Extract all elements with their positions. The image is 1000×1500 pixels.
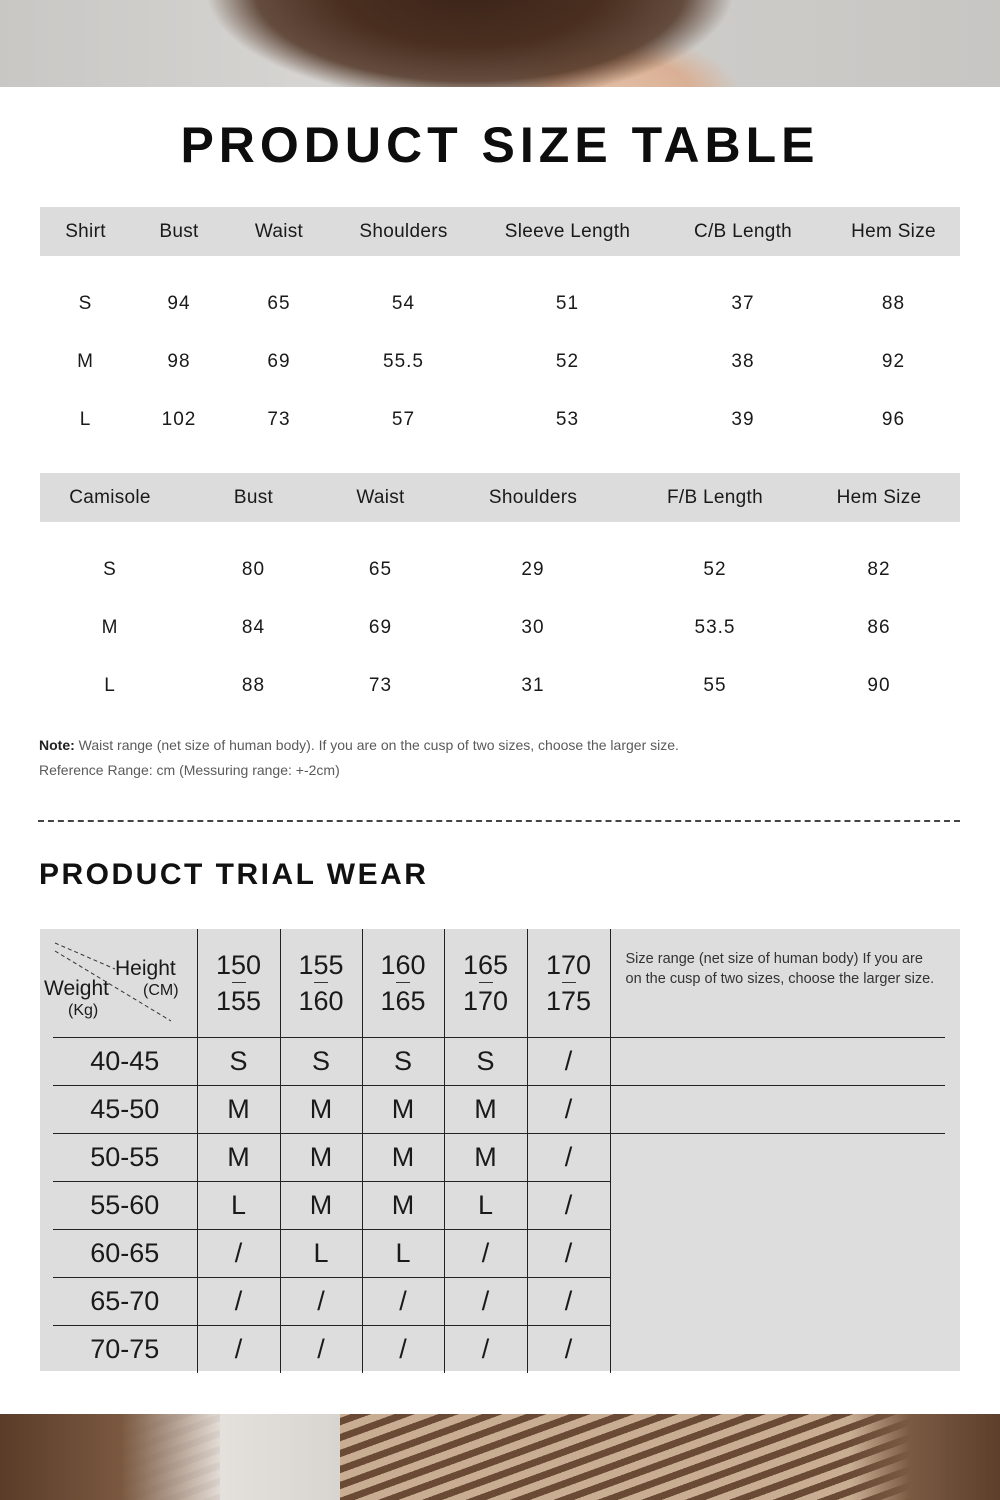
size-cell: M <box>444 1134 527 1182</box>
size-cell: / <box>197 1278 280 1326</box>
value-cell: 29 <box>521 559 545 580</box>
height-from: 170 <box>545 949 592 980</box>
height-to: 170 <box>462 986 509 1017</box>
value-cell: 54 <box>391 293 416 314</box>
range-dash <box>479 982 493 984</box>
height-from: 165 <box>462 949 509 980</box>
value-cell: 65 <box>368 559 393 580</box>
size-cell: / <box>444 1278 527 1326</box>
camisole-header-cell: Hem Size <box>798 473 960 522</box>
range-dash <box>562 982 576 984</box>
trial-row <box>53 1278 945 1326</box>
size-cell: S <box>78 293 93 314</box>
shirt-size-table <box>40 207 960 449</box>
weight-range: 60-65 <box>53 1230 197 1278</box>
empty-cell <box>610 1038 945 1086</box>
size-cell: M <box>197 1134 280 1182</box>
size-cell: M <box>444 1086 527 1134</box>
size-cell: / <box>280 1326 362 1374</box>
size-cell: / <box>362 1278 444 1326</box>
value-cell: 98 <box>167 351 191 372</box>
shirt-header-cell: Waist <box>227 207 331 256</box>
top-photo-strip <box>0 0 1000 87</box>
height-label: Height <box>115 957 176 980</box>
corner-cell <box>44 929 197 1038</box>
trial-row <box>53 1086 945 1134</box>
size-cell: M <box>280 1086 362 1134</box>
size-cell: / <box>527 1278 610 1326</box>
camisole-row <box>40 657 960 715</box>
size-cell: M <box>77 351 94 372</box>
camisole-header-row <box>40 473 960 522</box>
camisole-row <box>40 541 960 599</box>
dashed-divider <box>38 820 960 822</box>
value-cell: 38 <box>731 351 755 372</box>
value-cell: 52 <box>555 351 580 372</box>
value-cell: 39 <box>731 409 755 430</box>
size-cell: M <box>362 1182 444 1230</box>
height-to: 160 <box>298 986 344 1017</box>
size-cell: / <box>527 1230 610 1278</box>
page-title: PRODUCT SIZE TABLE <box>180 117 820 173</box>
value-cell: 82 <box>867 559 891 580</box>
value-cell: 65 <box>267 293 291 314</box>
camisole-header-cell: Waist <box>327 473 434 522</box>
camisole-size-table <box>40 473 960 715</box>
empty-cell <box>610 1086 945 1134</box>
size-cell: L <box>362 1230 444 1278</box>
value-cell: 55 <box>703 675 727 696</box>
shirt-header-cell: Shoulders <box>331 207 476 256</box>
camisole-header-cell: Shoulders <box>434 473 632 522</box>
size-cell: / <box>197 1326 280 1374</box>
weight-label: Weight <box>44 977 109 1000</box>
height-range-header <box>362 929 444 1038</box>
trial-row <box>53 1230 945 1278</box>
value-cell: 53.5 <box>694 617 736 638</box>
size-cell: / <box>527 1134 610 1182</box>
value-cell: 92 <box>881 351 906 372</box>
weight-unit: (Kg) <box>68 1002 99 1019</box>
weight-range: 55-60 <box>53 1182 197 1230</box>
height-range-header <box>444 929 527 1038</box>
weight-range: 45-50 <box>53 1086 197 1134</box>
value-cell: 37 <box>731 293 755 314</box>
size-cell: / <box>527 1086 610 1134</box>
weight-range: 50-55 <box>53 1134 197 1182</box>
empty-cell <box>610 1182 945 1230</box>
size-cell: S <box>444 1038 527 1086</box>
height-from: 150 <box>215 949 262 980</box>
shirt-header-cell: C/B Length <box>659 207 827 256</box>
value-cell: 94 <box>167 293 191 314</box>
value-cell: 57 <box>391 409 416 430</box>
shirt-header-cell: Shirt <box>40 207 131 256</box>
value-cell: 53 <box>555 409 580 430</box>
value-cell: 51 <box>555 293 580 314</box>
shirt-header-row <box>40 207 960 256</box>
trial-row <box>53 1182 945 1230</box>
value-cell: 96 <box>881 409 906 430</box>
value-cell: 55.5 <box>383 351 424 372</box>
size-cell: / <box>197 1230 280 1278</box>
shirt-row <box>40 333 960 391</box>
value-cell: 73 <box>267 409 291 430</box>
size-cell: / <box>280 1278 362 1326</box>
height-unit: (CM) <box>143 982 179 999</box>
height-range-header <box>280 929 362 1038</box>
shirt-header-cell: Hem Size <box>827 207 960 256</box>
note-text: Waist range (net size of human body). If you are on the cusp of two sizes, choose the larger size. <box>74 737 679 753</box>
value-cell: 69 <box>267 351 291 372</box>
weight-range: 40-45 <box>53 1038 197 1086</box>
value-cell: 69 <box>368 617 393 638</box>
camisole-header-cell: Camisole <box>40 473 180 522</box>
trial-side-note: Size range (net size of human body) If you are on the cusp of two sizes, choose the larger size. <box>625 951 935 987</box>
size-cell: / <box>527 1326 610 1374</box>
value-cell: 88 <box>241 675 266 696</box>
range-dash <box>396 982 410 984</box>
value-cell: 90 <box>867 675 891 696</box>
shirt-row <box>40 275 960 333</box>
empty-cell <box>610 1134 945 1182</box>
value-cell: 80 <box>241 559 266 580</box>
height-from: 155 <box>298 949 344 980</box>
trial-row <box>53 1134 945 1182</box>
size-cell: / <box>444 1230 527 1278</box>
camisole-header-cell: Bust <box>180 473 327 522</box>
trial-wear-title: PRODUCT TRIAL WEAR <box>39 858 429 891</box>
bottom-photo-strip <box>0 1414 1000 1500</box>
height-range-header <box>197 929 280 1038</box>
size-cell: L <box>79 409 92 430</box>
shirt-header-cell: Bust <box>131 207 227 256</box>
height-to: 155 <box>215 986 262 1017</box>
size-cell: S <box>103 559 117 580</box>
camisole-header-cell: F/B Length <box>632 473 798 522</box>
height-to: 165 <box>380 986 426 1017</box>
height-from: 160 <box>380 949 426 980</box>
value-cell: 30 <box>521 617 545 638</box>
value-cell: 102 <box>161 409 197 430</box>
size-cell: S <box>280 1038 362 1086</box>
trial-row <box>53 1038 945 1086</box>
size-cell: M <box>362 1134 444 1182</box>
size-cell: M <box>280 1182 362 1230</box>
note-label: Note: <box>39 737 75 753</box>
value-cell: 31 <box>521 675 545 696</box>
value-cell: 52 <box>703 559 727 580</box>
empty-cell <box>610 1278 945 1326</box>
reference-range: Reference Range: cm (Messuring range: +-2cm) <box>39 762 340 778</box>
empty-cell <box>610 1230 945 1278</box>
trial-wear-table <box>44 929 945 1373</box>
size-cell: L <box>104 675 116 696</box>
size-cell: S <box>197 1038 280 1086</box>
height-range-header <box>527 929 610 1038</box>
shirt-row <box>40 391 960 449</box>
trial-row <box>53 1326 945 1374</box>
value-cell: 84 <box>241 617 266 638</box>
size-cell: S <box>362 1038 444 1086</box>
shirt-header-cell: Sleeve Length <box>476 207 659 256</box>
size-cell: L <box>197 1182 280 1230</box>
empty-cell <box>610 1326 945 1374</box>
camisole-row <box>40 599 960 657</box>
size-cell: M <box>101 617 119 638</box>
size-cell: / <box>527 1182 610 1230</box>
height-to: 175 <box>545 986 592 1017</box>
size-cell: L <box>280 1230 362 1278</box>
size-note <box>39 737 679 753</box>
weight-range: 65-70 <box>53 1278 197 1326</box>
value-cell: 88 <box>881 293 906 314</box>
size-cell: M <box>197 1086 280 1134</box>
size-cell: / <box>527 1038 610 1086</box>
size-cell: M <box>280 1134 362 1182</box>
size-cell: / <box>362 1326 444 1374</box>
range-dash <box>314 982 328 984</box>
value-cell: 73 <box>368 675 393 696</box>
size-cell: M <box>362 1086 444 1134</box>
trial-header-row <box>53 929 945 1038</box>
value-cell: 86 <box>867 617 891 638</box>
size-cell: / <box>444 1326 527 1374</box>
range-dash <box>232 982 246 984</box>
size-cell: L <box>444 1182 527 1230</box>
weight-range: 70-75 <box>53 1326 197 1374</box>
